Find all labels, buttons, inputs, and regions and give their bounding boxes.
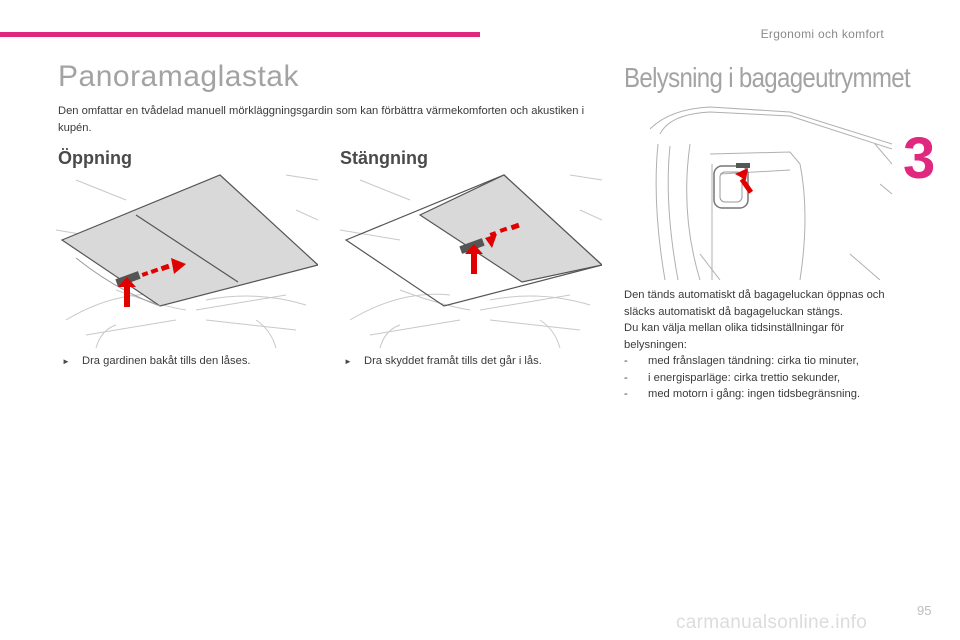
page-title-trunk-light: Belysning i bagageutrymmet bbox=[624, 62, 910, 93]
intro-text: Den omfattar en tvådelad manuell mörkläggningsgardin som kan förbättra värmekomforten och akustiken i kupén. bbox=[58, 105, 585, 134]
accent-bar bbox=[0, 32, 480, 37]
trunk-light-description bbox=[624, 287, 894, 403]
instruction-closing bbox=[344, 355, 542, 367]
triangle-arrow-icon: ► bbox=[344, 357, 352, 366]
trunk-paragraph-1: Den tänds automatiskt då bagageluckan öppnas och släcks automatiskt då bagageluckan stängs. bbox=[624, 289, 885, 318]
list-item: - med motorn i gång: ingen tidsbegränsning. bbox=[624, 388, 861, 400]
heading-opening: Öppning bbox=[58, 148, 132, 168]
trunk-light-illustration bbox=[650, 104, 892, 280]
sunroof-closing-illustration bbox=[340, 170, 602, 348]
heading-closing: Stängning bbox=[340, 148, 428, 168]
list-item: - i energisparläge: cirka trettio sekunder, bbox=[624, 371, 841, 384]
page-title-panoramic-roof: Panoramaglastak bbox=[58, 60, 299, 93]
list-item: - med frånslagen tändning: cirka tio minuter, bbox=[624, 355, 859, 367]
section-title: Ergonomi och komfort bbox=[760, 27, 884, 41]
sunroof-opening-illustration bbox=[56, 170, 318, 348]
triangle-arrow-icon: ► bbox=[62, 357, 70, 366]
timer-options-list bbox=[624, 353, 894, 403]
instruction-closing-text: Dra skyddet framåt tills det går i lås. bbox=[364, 355, 542, 367]
instruction-opening-text: Dra gardinen bakåt tills den låses. bbox=[82, 355, 251, 367]
trunk-paragraph-2: Du kan välja mellan olika tidsinställningar för belysningen: bbox=[624, 322, 845, 351]
page-number: 95 bbox=[917, 603, 932, 618]
chapter-number: 3 bbox=[903, 126, 936, 191]
watermark: carmanualsonline.info bbox=[676, 612, 868, 633]
instruction-opening bbox=[62, 355, 251, 367]
